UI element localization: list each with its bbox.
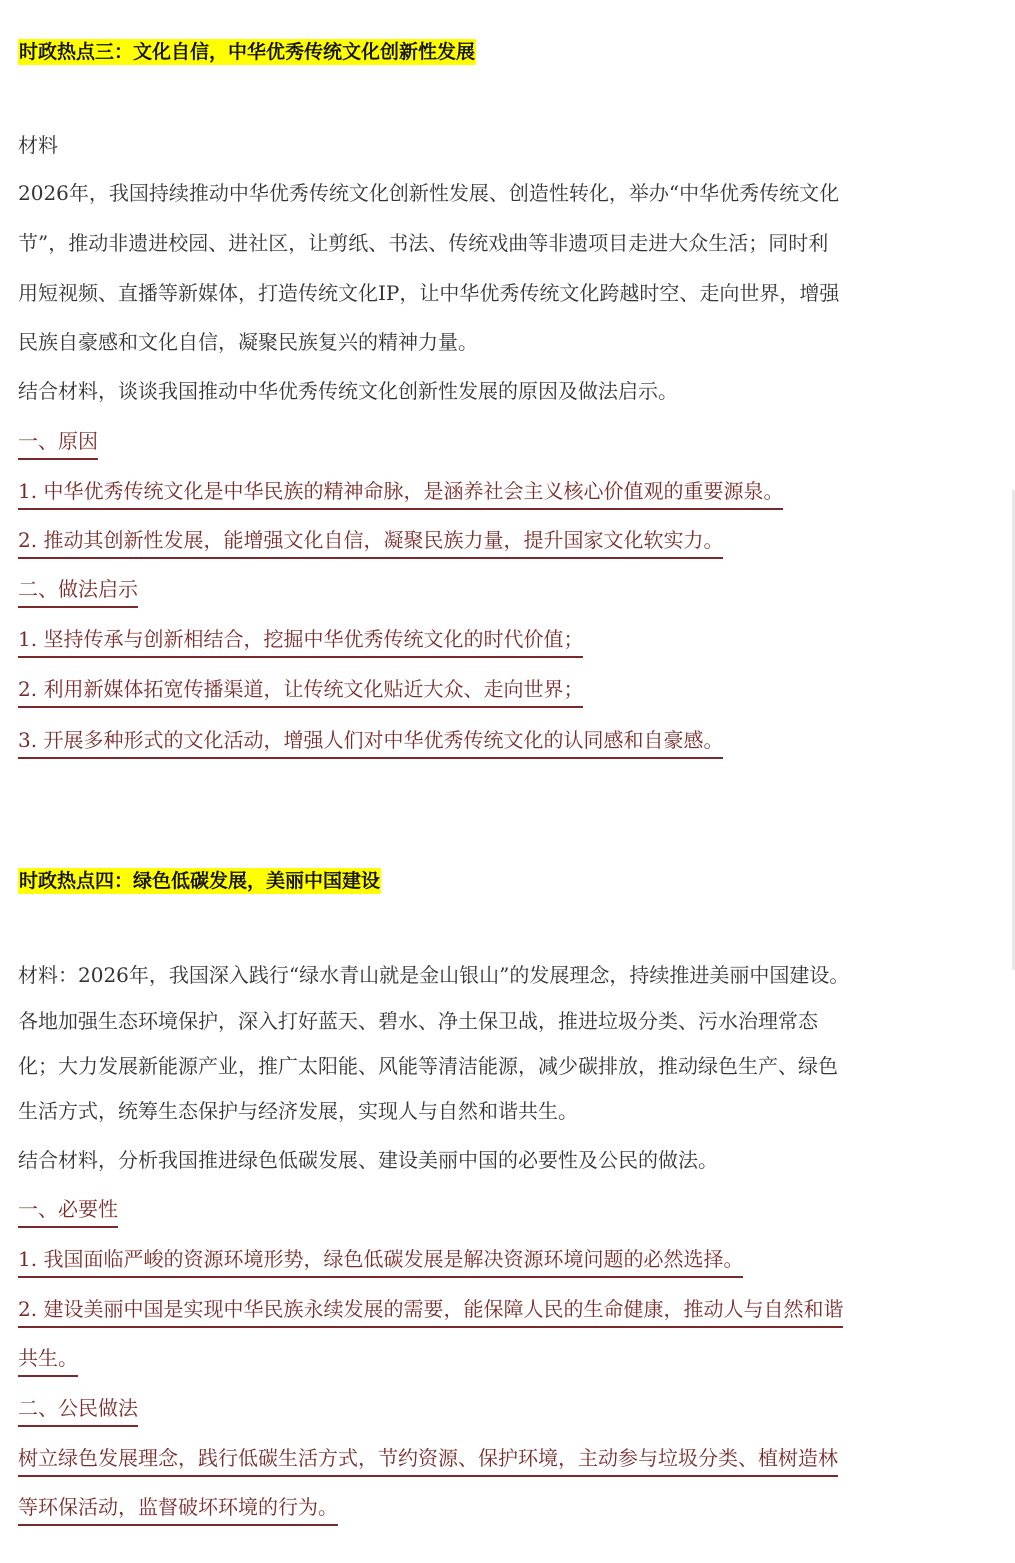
material-line: 民族自豪感和文化自信，凝聚民族复兴的精神力量。 — [18, 330, 478, 354]
answer-item: 共生。 — [18, 1343, 78, 1377]
material-line: 材料：2026年，我国深入践行“绿水青山就是金山银山”的发展理念，持续推进美丽中国建设。 — [18, 963, 850, 987]
answer-heading-reasons: 一、原因 — [18, 426, 98, 460]
answer-item: 树立绿色发展理念，践行低碳生活方式，节约资源、保护环境，主动参与垃圾分类、植树造林 — [18, 1443, 838, 1477]
answer-item: 2. 推动其创新性发展，能增强文化自信，凝聚民族力量，提升国家文化软实力。 — [18, 525, 723, 559]
question: 结合材料，谈谈我国推动中华优秀传统文化创新性发展的原因及做法启示。 — [18, 379, 678, 403]
answer-item: 等环保活动，监督破坏环境的行为。 — [18, 1492, 338, 1526]
answer-item: 2. 建设美丽中国是实现中华民族永续发展的需要，能保障人民的生命健康，推动人与自然和谐 — [18, 1294, 843, 1328]
answer-item: 1. 坚持传承与创新相结合，挖掘中华优秀传统文化的时代价值； — [18, 624, 583, 658]
answer-item: 3. 开展多种形式的文化活动，增强人们对中华优秀传统文化的认同感和自豪感。 — [18, 725, 723, 759]
material-label: 材料 — [18, 133, 58, 157]
answer-item: 2. 利用新媒体拓宽传播渠道，让传统文化贴近大众、走向世界； — [18, 674, 583, 708]
section-title-4: 时政热点四：绿色低碳发展，美丽中国建设 — [19, 870, 381, 892]
material-line: 生活方式，统筹生态保护与经济发展，实现人与自然和谐共生。 — [18, 1099, 578, 1123]
material-line: 化；大力发展新能源产业，推广太阳能、风能等清洁能源，减少碳排放，推动绿色生产、绿色 — [18, 1054, 838, 1078]
answer-heading-necessity: 一、必要性 — [18, 1194, 118, 1228]
answer-heading-practice: 二、做法启示 — [18, 574, 138, 608]
answer-heading-citizen: 二、公民做法 — [18, 1393, 138, 1427]
material-line: 节”，推动非遗进校园、进社区，让剪纸、书法、传统戏曲等非遗项目走进大众生活；同时利 — [18, 231, 829, 255]
question: 结合材料，分析我国推进绿色低碳发展、建设美丽中国的必要性及公民的做法。 — [18, 1148, 718, 1172]
answer-item: 1. 中华优秀传统文化是中华民族的精神命脉，是涵养社会主义核心价值观的重要源泉。 — [18, 476, 783, 510]
section-title-3: 时政热点三：文化自信，中华优秀传统文化创新性发展 — [19, 41, 476, 63]
material-line: 2026年，我国持续推动中华优秀传统文化创新性发展、创造性转化，举办“中华优秀传统文化 — [18, 181, 840, 205]
answer-item: 1. 我国面临严峻的资源环境形势，绿色低碳发展是解决资源环境问题的必然选择。 — [18, 1244, 743, 1278]
material-line: 用短视频、直播等新媒体，打造传统文化IP，让中华优秀传统文化跨越时空、走向世界，增强 — [18, 281, 840, 305]
material-line: 各地加强生态环境保护，深入打好蓝天、碧水、净土保卫战，推进垃圾分类、污水治理常态 — [18, 1009, 818, 1033]
